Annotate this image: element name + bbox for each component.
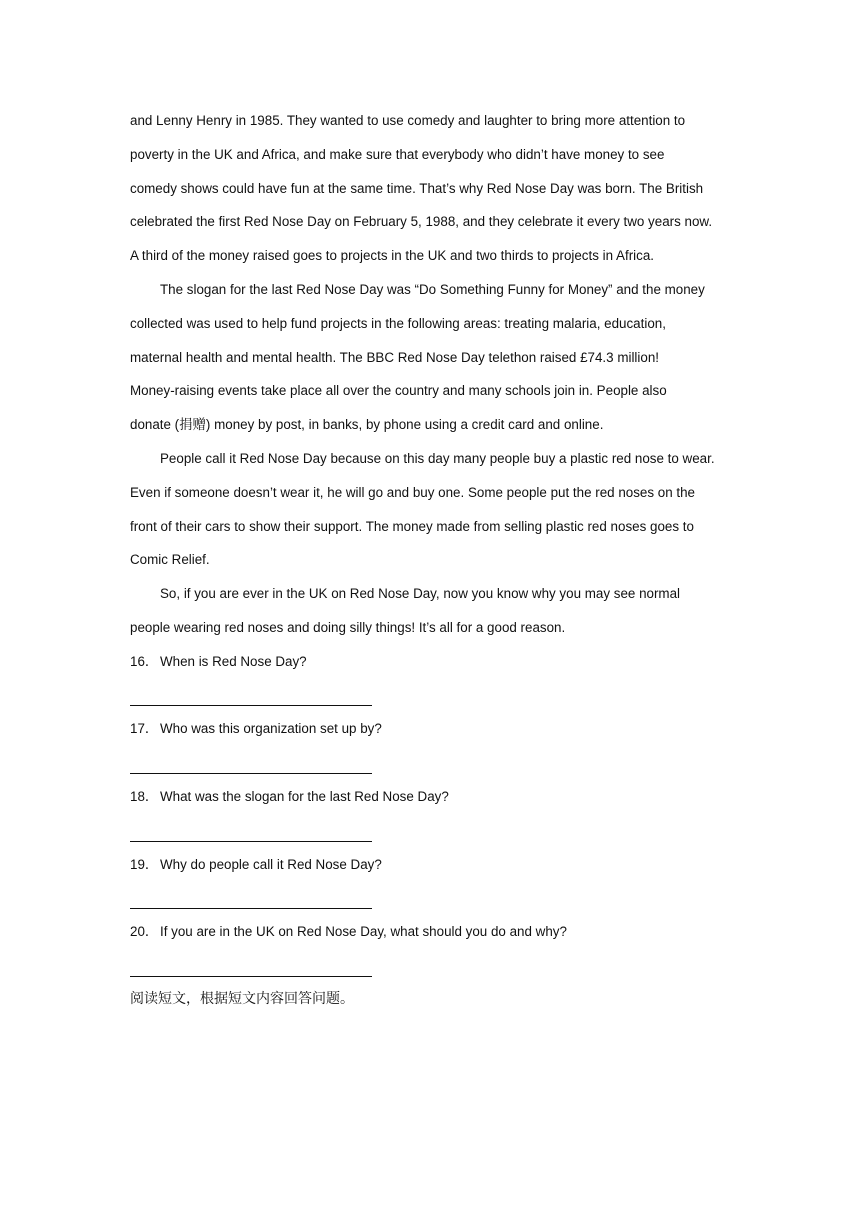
paragraph-1 bbox=[130, 104, 734, 273]
paragraph-line: and Lenny Henry in 1985. They wanted to use comedy and laughter to bring more attention to bbox=[130, 113, 686, 128]
question-19 bbox=[130, 848, 734, 882]
paragraph-line: comedy shows could have fun at the same time. That’s why Red Nose Day was born. The British bbox=[130, 180, 704, 196]
paragraph-line: So, if you are ever in the UK on Red Nose Day, now you know why you may see normal bbox=[160, 586, 681, 602]
answer-blank-17[interactable] bbox=[130, 746, 734, 780]
answer-underline bbox=[130, 976, 372, 977]
paragraph-line: people wearing red noses and doing silly things! It’s all for a good reason. bbox=[130, 619, 566, 635]
paragraph-line: poverty in the UK and Africa, and make sure that everybody who didn’t have money to see bbox=[130, 146, 665, 162]
answer-underline bbox=[130, 908, 372, 909]
question-text: If you are in the UK on Red Nose Day, what should you do and why? bbox=[160, 924, 567, 940]
question-text: When is Red Nose Day? bbox=[160, 653, 307, 669]
paragraph-2 bbox=[130, 273, 734, 442]
question-text: Who was this organization set up by? bbox=[160, 721, 382, 737]
question-number: 18． bbox=[130, 788, 159, 804]
answer-blank-19[interactable] bbox=[130, 881, 734, 915]
paragraph-line: The slogan for the last Red Nose Day was “Do Something Funny for Money” and the money bbox=[160, 281, 705, 297]
question-16 bbox=[130, 645, 734, 679]
answer-underline bbox=[130, 841, 372, 842]
question-number: 16． bbox=[130, 653, 159, 669]
paragraph-line: maternal health and mental health. The BBC Red Nose Day telethon raised £74.3 million! bbox=[130, 349, 659, 365]
paragraph-line: front of their cars to show their support. The money made from selling plastic red noses goes to bbox=[130, 518, 694, 534]
paragraph-line: collected was used to help fund projects in the following areas: treating malaria, education, bbox=[130, 315, 666, 331]
answer-underline bbox=[130, 705, 372, 706]
question-number: 17． bbox=[130, 721, 159, 737]
question-17 bbox=[130, 712, 734, 746]
paragraph-line: A third of the money raised goes to projects in the UK and two thirds to projects in Africa. bbox=[130, 248, 654, 264]
question-text: What was the slogan for the last Red Nose Day? bbox=[160, 788, 449, 804]
question-text: Why do people call it Red Nose Day? bbox=[160, 856, 382, 872]
paragraph-3 bbox=[130, 442, 734, 577]
paragraph-line: Even if someone doesn’t wear it, he will go and buy one. Some people put the red noses on the bbox=[130, 484, 696, 500]
paragraph-line: donate (捐赠) money by post, in banks, by phone using a credit card and online. bbox=[130, 417, 604, 433]
answer-blank-16[interactable] bbox=[130, 679, 734, 713]
paragraph-line: Comic Relief. bbox=[130, 552, 210, 568]
question-20 bbox=[130, 915, 734, 949]
answer-underline bbox=[130, 773, 372, 774]
paragraph-line: People call it Red Nose Day because on this day many people buy a plastic red nose to wear. bbox=[160, 450, 715, 466]
question-18 bbox=[130, 780, 734, 814]
answer-blank-20[interactable] bbox=[130, 949, 734, 983]
answer-blank-18[interactable] bbox=[130, 814, 734, 848]
paragraph-4 bbox=[130, 577, 734, 645]
question-number: 20． bbox=[130, 924, 159, 940]
section-instruction: 阅读短文，根据短文内容回答问题。 bbox=[130, 990, 354, 1007]
question-number: 19． bbox=[130, 856, 159, 872]
question-list bbox=[130, 645, 734, 983]
paragraph-line: celebrated the first Red Nose Day on February 5, 1988, and they celebrate it every two years now. bbox=[130, 214, 713, 230]
paragraph-line: Money-raising events take place all over the country and many schools join in. People also bbox=[130, 383, 667, 399]
document-page bbox=[130, 104, 734, 1017]
